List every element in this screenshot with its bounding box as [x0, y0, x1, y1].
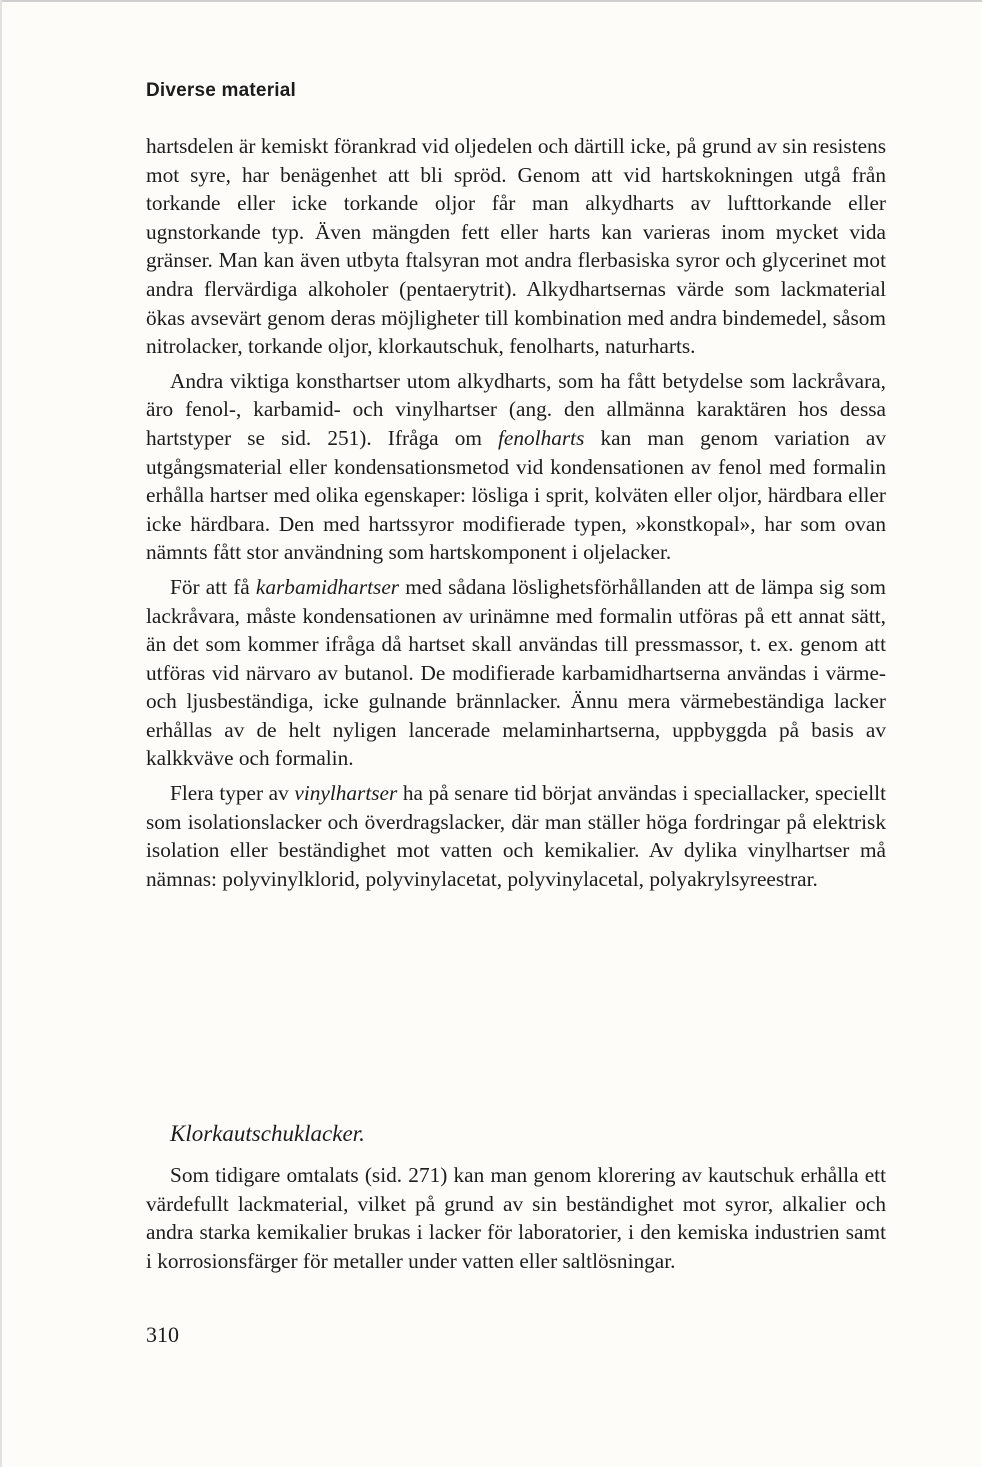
paragraph-text: Flera typer av	[170, 781, 295, 806]
paragraph-klorkautschuk: Som tidigare omtalats (sid. 271) kan man genom klorering av kautschuk erhålla ett värdefullt lackmaterial, vilket på grund av sin beständighet mot syror, alkalier och andra starka kemikalier brukas i lacker för laboratorier, i den kemiska industrien samt i korrosionsfärger för metaller under vatten eller saltlösningar.	[146, 1163, 886, 1273]
page-number: 310	[146, 1322, 179, 1347]
paragraph-text: Andra viktiga konsthartser utom alkydharts, som ha fått betydelse som lackråvara, äro fenol-, karbamid- och vinylhartser (ang. den allmänna karaktären hos dessa hartstyper se sid. 251). Ifråga om	[146, 368, 886, 450]
paragraph-text: För att få	[170, 574, 256, 599]
section-heading: Klorkautschuklacker.	[170, 1121, 365, 1146]
paragraph-text: ha på senare tid börjat användas i speciallacker, speciellt som isolationslacker och överdragslacker, där man ställer höga fordringar på elektrisk isolation eller beständighet mot vatten och kemikalier. Av dylika vinylhartser må nämnas: polyvinylklorid, polyvinylacetat, polyvinylacetal, polyakrylsyreestrar.	[146, 781, 887, 891]
term-karbamidhartser: karbamidhartser	[255, 574, 400, 599]
page-edge-left	[0, 0, 2, 1467]
paragraph-text: med sådana löslighetsförhållanden att de lämpa sig som lackråvara, måste kondensationen av urinämne med formalin utföras på ett annat sätt, än det som kommer ifråga då hartset skall användas till pressmassor, t. ex. genom att utföras vid närvaro av butanol. De modifierade karbamidhartserna användas i värme- och ljusbeständiga, icke gulnande brännlacker. Ännu mera värmebeständiga lacker erhållas av de helt nyligen lancerade melaminhartserna, uppbyggda på basis av kalkkväve och formalin.	[146, 574, 887, 771]
running-head: Diverse material	[146, 80, 297, 101]
term-fenolharts: fenolharts	[498, 425, 585, 450]
page-edge-top	[0, 0, 982, 2]
paragraph-alkyd: hartsdelen är kemiskt förankrad vid oljedelen och därtill icke, på grund av sin resistens mot syre, har benägenhet att bli spröd. Genom att vid hartskokningen utgå från torkande eller icke torkande oljor får man alkydharts av lufttorkande eller ugnstorkande typ. Även mängden fett eller harts kan varieras inom mycket vida gränser. Man kan även utbyta ftalsyran mot andra flerbasiska syror och glycerinet mot andra flervärdiga alkoholer (pentaerytrit). Alkydhartsernas värde som lackmaterial ökas avsevärt genom deras möjligheter till kombination med andra bindemedel, såsom nitrolacker, torkande oljor, klorkautschuk, fenolharts, naturharts.	[146, 134, 886, 359]
paragraph-vinyl	[146, 779, 886, 893]
section-text	[146, 1161, 886, 1275]
body-text	[146, 132, 886, 899]
paragraph-text: kan man genom variation av utgångsmaterial eller kondensationsmetod vid kondensationen av fenol med formalin erhålla hartser med olika egenskaper: lösliga i sprit, kolväten eller oljor, härdbara eller icke härdbara. Den med hartssyror modifierade typen, »konstkopal», har som ovan nämnts fått stor användning som hartskomponent i oljelacker.	[146, 425, 886, 565]
paragraph-karbamid	[146, 573, 886, 773]
paragraph-konsthartser	[146, 367, 886, 567]
term-vinylhartser: vinylhartser	[294, 781, 398, 806]
